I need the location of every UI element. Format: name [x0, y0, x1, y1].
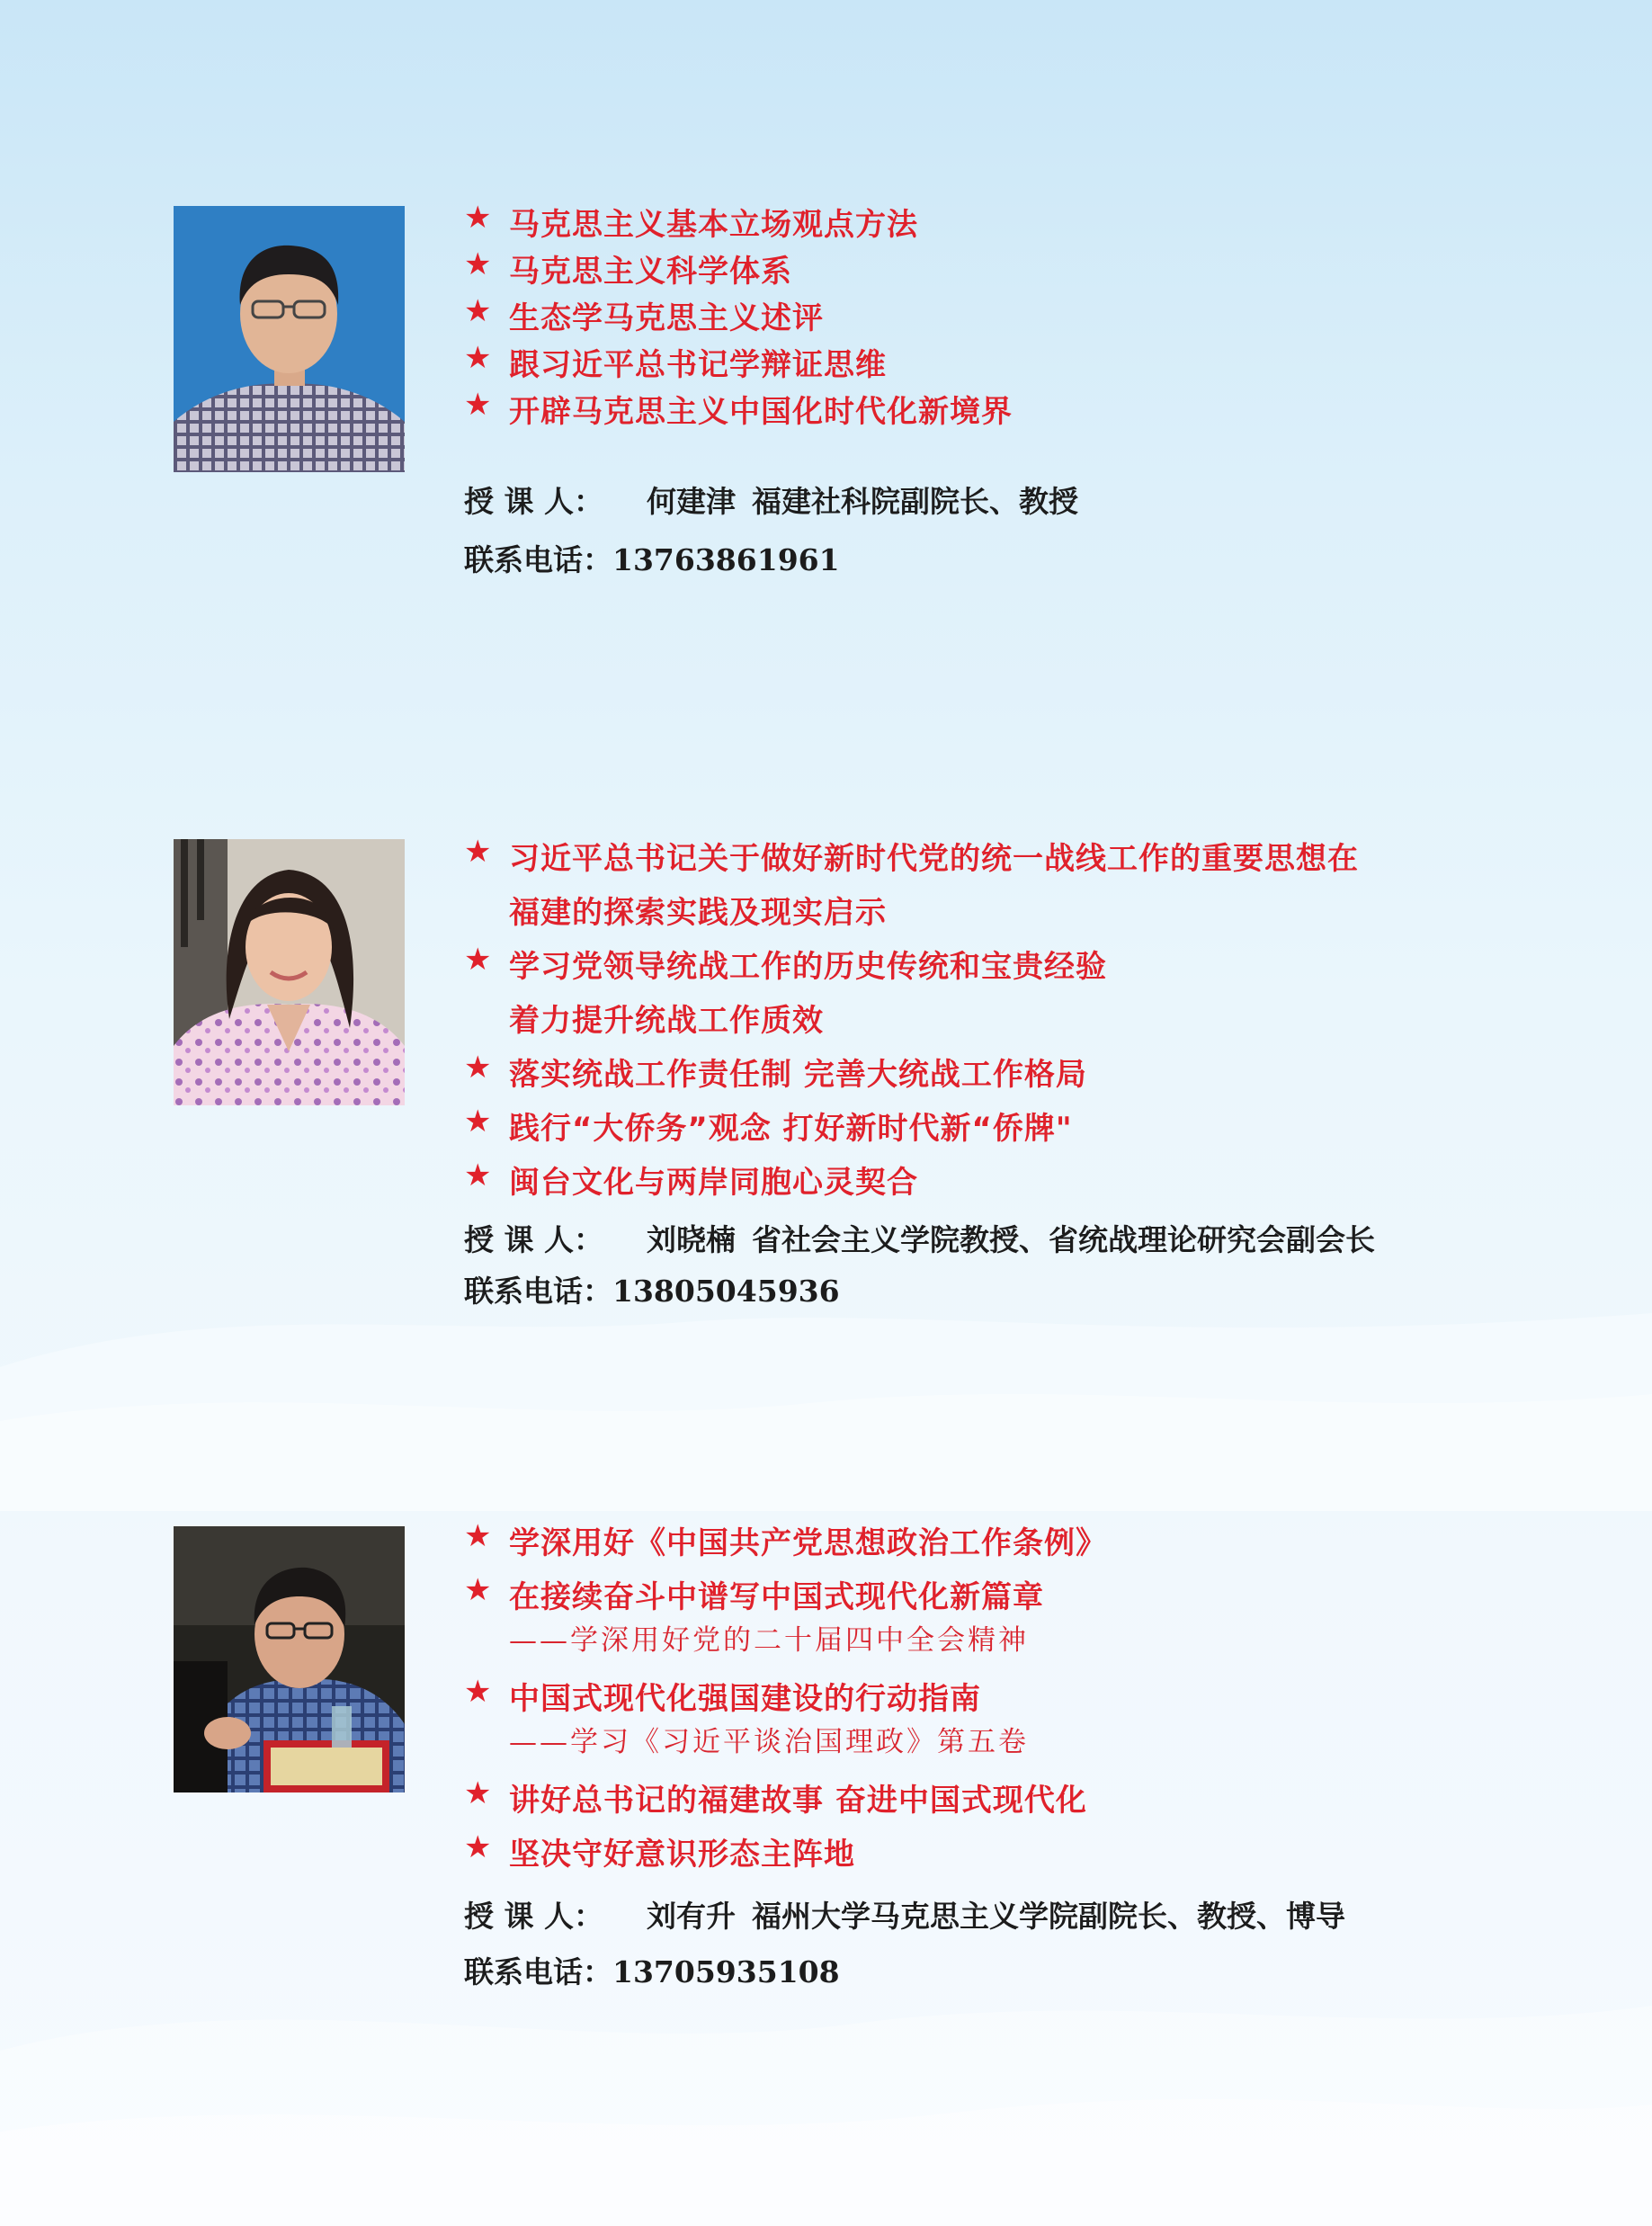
star-icon: ★ [464, 1775, 493, 1811]
star-icon: ★ [464, 942, 493, 978]
star-icon: ★ [464, 293, 493, 329]
topic-subtitle: ——学习《习近平谈治国理政》第五卷 [509, 1726, 1029, 1758]
phone-number: 13763861961 [612, 542, 840, 577]
star-icon: ★ [464, 1518, 493, 1554]
lecturer-name: 刘晓楠 [646, 1222, 736, 1257]
topic-item: ★ 习近平总书记关于做好新时代党的统一战线工作的重要思想在 福建的探索实践及现实启示 [464, 834, 1359, 931]
star-icon: ★ [464, 1050, 493, 1086]
star-icon: ★ [464, 1572, 493, 1608]
star-icon: ★ [464, 200, 493, 236]
topic-block-2 [464, 834, 1616, 1211]
phone-number: 13805045936 [612, 1274, 840, 1309]
phone-number: 13705935108 [612, 1954, 840, 1989]
lecturer-title: 福州大学马克思主义学院副院长、教授、博导 [751, 1899, 1345, 1934]
lecturer-line-2 [464, 1217, 1616, 1259]
instructor-photo-2 [174, 839, 405, 1105]
star-icon: ★ [464, 834, 493, 870]
lecturer-line-3 [464, 1893, 1616, 1935]
topic-item: ★ 生态学马克思主义述评 [464, 293, 824, 336]
lecturer-title: 省社会主义学院教授、省统战理论研究会副会长 [751, 1222, 1375, 1257]
star-icon: ★ [464, 1829, 493, 1865]
topic-item: ★ 践行“大侨务”观念 打好新时代新“侨牌" [464, 1104, 1073, 1147]
topic-item: ★ 开辟马克思主义中国化时代化新境界 [464, 387, 1013, 430]
instructor-photo-3 [174, 1526, 405, 1792]
topic-item: ★ 中国式现代化强国建设的行动指南 [464, 1674, 981, 1717]
star-icon: ★ [464, 1674, 493, 1710]
star-icon: ★ [464, 340, 493, 376]
star-icon: ★ [464, 1104, 493, 1140]
lecturer-label: 授 课 人： [464, 1899, 603, 1934]
topic-item: ★ 闽台文化与两岸同胞心灵契合 [464, 1158, 918, 1201]
star-icon: ★ [464, 1158, 493, 1193]
topic-subtitle: ——学深用好党的二十届四中全会精神 [509, 1624, 1029, 1657]
lecturer-name: 刘有升 [646, 1899, 736, 1934]
topic-item: ★ 马克思主义基本立场观点方法 [464, 200, 918, 243]
phone-label: 联系电话： [464, 542, 612, 577]
star-icon: ★ [464, 246, 493, 282]
phone-label: 联系电话： [464, 1954, 612, 1989]
lecturer-label: 授 课 人： [464, 484, 603, 519]
phone-label: 联系电话： [464, 1274, 612, 1309]
topic-item: ★ 跟习近平总书记学辩证思维 [464, 340, 887, 383]
instructor-photo-1 [174, 206, 405, 472]
lecturer-label: 授 课 人： [464, 1222, 603, 1257]
topic-block-3 [464, 1518, 1616, 1883]
phone-line-2 [464, 1268, 1616, 1310]
topic-item: ★ 在接续奋斗中谱写中国式现代化新篇章 [464, 1572, 1044, 1615]
phone-line-3 [464, 1949, 1616, 1991]
topic-item: ★ 学深用好《中国共产党思想政治工作条例》 [464, 1518, 1107, 1561]
topic-item: ★ 落实统战工作责任制 完善大统战工作格局 [464, 1050, 1087, 1093]
topic-block-1 [464, 200, 1616, 434]
star-icon: ★ [464, 387, 493, 423]
topic-item: ★ 坚决守好意识形态主阵地 [464, 1829, 855, 1873]
lecturer-title: 福建社科院副院长、教授 [751, 484, 1078, 519]
topic-item: ★ 学习党领导统战工作的历史传统和宝贵经验 着力提升统战工作质效 [464, 942, 1107, 1039]
lecturer-name: 何建津 [646, 484, 736, 519]
lecturer-line-1 [464, 478, 1616, 521]
topic-item: ★ 马克思主义科学体系 [464, 246, 792, 290]
phone-line-1 [464, 537, 1616, 579]
topic-item: ★ 讲好总书记的福建故事 奋进中国式现代化 [464, 1775, 1087, 1819]
